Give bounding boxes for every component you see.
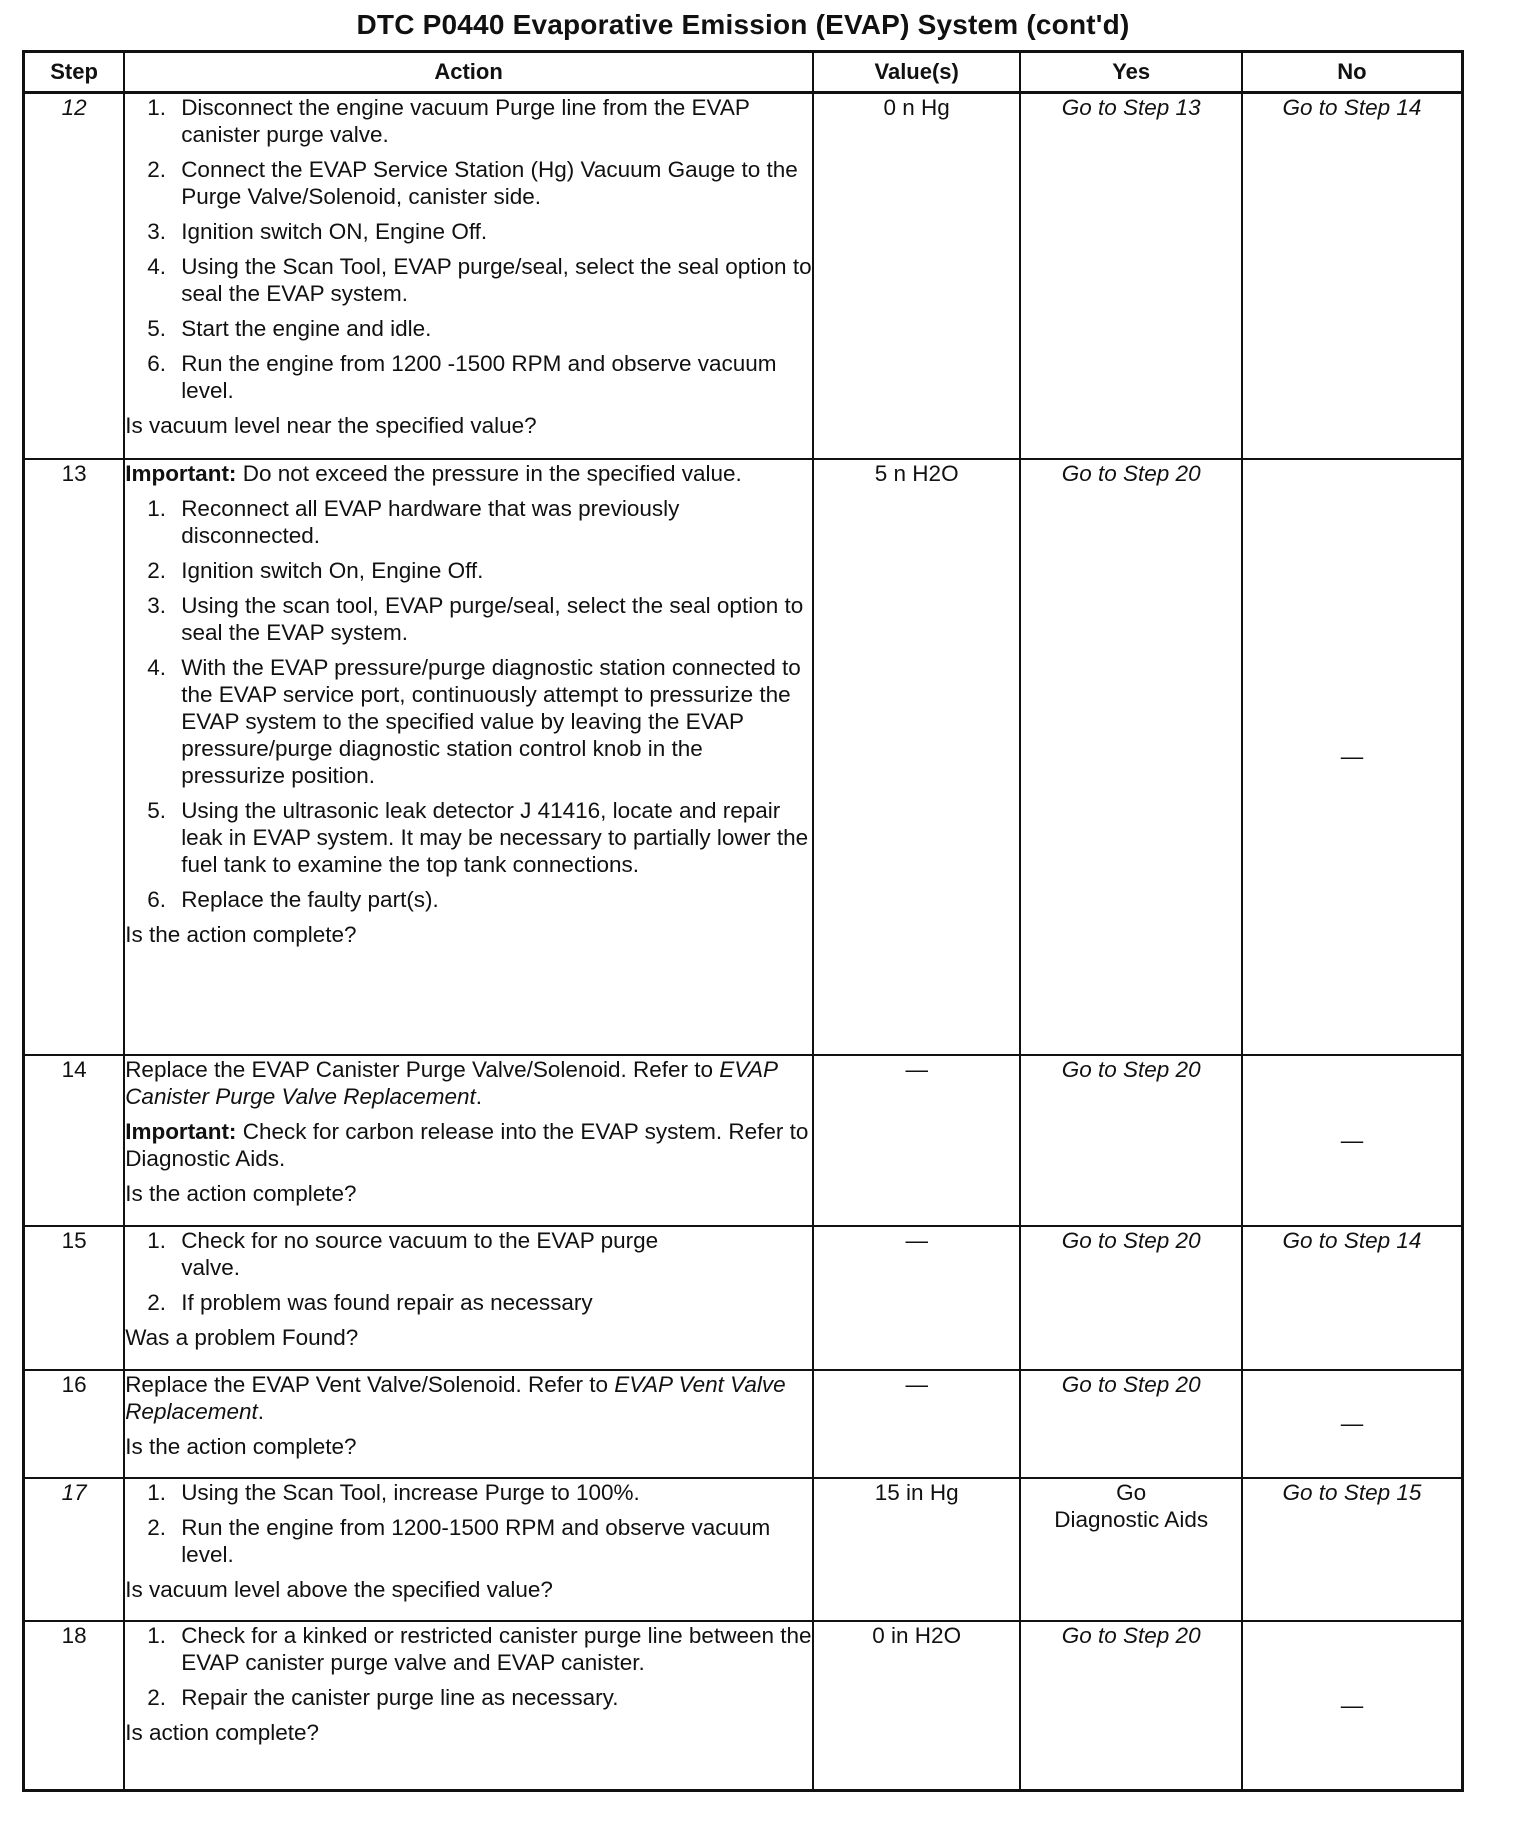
yes-text-line: Diagnostic Aids	[1054, 1506, 1209, 1532]
important-note	[125, 460, 812, 487]
action-question: Is the action complete?	[125, 921, 357, 947]
action-steps	[125, 1479, 812, 1568]
yes-text: Go to Step 20	[1061, 1371, 1201, 1397]
document-page	[22, 0, 1464, 1792]
action-step-text: Run the engine from 1200 -1500 RPM and observe vacuum level.	[181, 351, 777, 403]
yes-cell	[1020, 1055, 1242, 1226]
action-step: 1. Using the Scan Tool, increase Purge to 100%.	[147, 1479, 640, 1505]
action-cell	[124, 1055, 813, 1226]
value-cell: 5 n H2O	[813, 459, 1020, 1055]
step-number: 18	[24, 1621, 125, 1791]
no-cell: —	[1242, 1055, 1463, 1226]
action-step: 5. Start the engine and idle.	[147, 316, 432, 341]
reference-title: EVAP Canister Purge Valve Replacement	[125, 1056, 778, 1109]
action-step-text: Check for a kinked or restricted canister purge line between the EVAP canister purge valve and EVAP canister.	[181, 1622, 812, 1675]
yes-text: Go to Step 20	[1061, 1227, 1201, 1253]
table-row	[24, 1478, 1463, 1621]
action-cell	[124, 1621, 813, 1791]
action-question: Is vacuum level above the specified value?	[125, 1576, 553, 1602]
action-step: 3. Using the scan tool, EVAP purge/seal, select the seal option to seal the EVAP system.	[147, 592, 804, 645]
action-text-part: Replace the EVAP Canister Purge Valve/Solenoid. Refer to	[125, 1056, 720, 1082]
action-cell	[124, 1226, 813, 1370]
value-cell: —	[813, 1055, 1020, 1226]
action-step: 2. If problem was found repair as necessary	[147, 1289, 593, 1315]
important-note	[125, 1118, 812, 1172]
yes-cell	[1020, 1370, 1242, 1478]
header-values: Value(s)	[813, 52, 1020, 93]
no-text: Go to Step 14	[1282, 1227, 1422, 1253]
step-number: 16	[24, 1370, 125, 1478]
value-cell: —	[813, 1370, 1020, 1478]
action-step: 2. Ignition switch On, Engine Off.	[147, 557, 484, 583]
action-step: 3. Ignition switch ON, Engine Off.	[147, 219, 488, 244]
yes-text: Go to Step 20	[1061, 1056, 1201, 1082]
yes-cell	[1020, 93, 1242, 459]
yes-text: Go to Step 20	[1061, 460, 1201, 486]
table-row	[24, 1621, 1463, 1791]
table-row	[24, 459, 1463, 1055]
action-step-text: Start the engine and idle.	[181, 316, 432, 341]
yes-text	[1021, 1479, 1241, 1537]
no-cell: —	[1242, 1370, 1463, 1478]
action-text-part: Replace the EVAP Vent Valve/Solenoid. Refer to	[125, 1371, 615, 1397]
action-step-text: Using the Scan Tool, increase Purge to 100%.	[181, 1479, 640, 1505]
action-steps	[125, 1227, 812, 1316]
yes-cell	[1020, 1621, 1242, 1791]
action-step: 1. Disconnect the engine vacuum Purge line from the EVAP canister purge valve.	[147, 95, 750, 147]
no-cell: —	[1242, 1621, 1463, 1791]
step-number: 15	[24, 1226, 125, 1370]
value-cell: 0 in H2O	[813, 1621, 1020, 1791]
action-question: Is the action complete?	[125, 1180, 357, 1206]
action-step-text: Ignition switch ON, Engine Off.	[181, 219, 488, 244]
no-cell	[1242, 1226, 1463, 1370]
action-step-text: Disconnect the engine vacuum Purge line from the EVAP canister purge valve.	[181, 95, 750, 147]
no-text: Go to Step 14	[1282, 95, 1422, 120]
document-title: DTC P0440 Evaporative Emission (EVAP) System (cont'd)	[356, 9, 1130, 40]
header-step: Step	[24, 52, 125, 93]
action-step-text: If problem was found repair as necessary	[181, 1289, 593, 1315]
action-cell	[124, 459, 813, 1055]
yes-text: Go to Step 20	[1061, 1622, 1201, 1648]
action-step: 2. Repair the canister purge line as necessary.	[147, 1684, 619, 1710]
yes-cell	[1020, 1226, 1242, 1370]
action-step: 6. Replace the faulty part(s).	[147, 886, 439, 912]
action-step-text: With the EVAP pressure/purge diagnostic station connected to the EVAP service port, continuously attempt to pressurize the EVAP system to the specified value by leaving the EVAP pressure/purge diagnostic station control knob in the pressurize position.	[181, 654, 801, 788]
action-question: Is action complete?	[125, 1719, 320, 1745]
table-row	[24, 1370, 1463, 1478]
action-step: 4. Using the Scan Tool, EVAP purge/seal, select the seal option to seal the EVAP system.	[147, 254, 812, 306]
action-step: 2. Connect the EVAP Service Station (Hg) Vacuum Gauge to the Purge Valve/Solenoid, canister side.	[147, 157, 798, 209]
action-step-text: Reconnect all EVAP hardware that was previously disconnected.	[181, 495, 680, 548]
action-step: 2. Run the engine from 1200-1500 RPM and observe vacuum level.	[147, 1514, 771, 1567]
action-step: 1. Reconnect all EVAP hardware that was previously disconnected.	[147, 495, 680, 548]
step-number: 12	[24, 93, 125, 459]
action-step-text: Replace the faulty part(s).	[181, 886, 439, 912]
step-number: 17	[24, 1478, 125, 1621]
no-cell: —	[1242, 459, 1463, 1055]
table-row	[24, 1226, 1463, 1370]
action-text-end: .	[475, 1083, 483, 1109]
action-text	[125, 1056, 812, 1110]
table-header-row	[24, 52, 1463, 93]
action-steps	[125, 1622, 812, 1711]
action-steps	[125, 495, 812, 913]
header-yes: Yes	[1020, 52, 1242, 93]
action-step: 1. Check for a kinked or restricted canister purge line between the EVAP canister purge valve and EVAP canister.	[147, 1622, 812, 1675]
diagnostic-table	[22, 50, 1464, 1792]
no-text: Go to Step 15	[1282, 1479, 1422, 1505]
value-cell: —	[813, 1226, 1020, 1370]
action-step-text: Using the Scan Tool, EVAP purge/seal, select the seal option to seal the EVAP system.	[181, 254, 812, 306]
action-step-text: Ignition switch On, Engine Off.	[181, 557, 484, 583]
action-cell	[124, 1370, 813, 1478]
action-question: Was a problem Found?	[125, 1324, 359, 1350]
header-no: No	[1242, 52, 1463, 93]
important-text: Do not exceed the pressure in the specified value.	[236, 460, 742, 486]
reference-title: EVAP Vent Valve Replacement	[125, 1371, 786, 1424]
step-number: 13	[24, 459, 125, 1055]
header-action: Action	[124, 52, 813, 93]
action-step-text: Using the scan tool, EVAP purge/seal, select the seal option to seal the EVAP system.	[181, 592, 804, 645]
action-steps	[125, 94, 812, 404]
action-cell	[124, 93, 813, 459]
yes-text-line: Go	[1116, 1479, 1147, 1505]
action-step: 6. Run the engine from 1200 -1500 RPM and observe vacuum level.	[147, 351, 777, 403]
important-label: Important:	[125, 460, 237, 486]
action-text	[125, 1371, 812, 1425]
action-step-text: Connect the EVAP Service Station (Hg) Vacuum Gauge to the Purge Valve/Solenoid, canister side.	[181, 157, 798, 209]
yes-cell	[1020, 459, 1242, 1055]
action-step-text: Using the ultrasonic leak detector J 41416, locate and repair leak in EVAP system. It may be necessary to partially lower the fuel tank to examine the top tank connections.	[181, 797, 809, 877]
value-cell: 0 n Hg	[813, 93, 1020, 459]
action-step: 5. Using the ultrasonic leak detector J 41416, locate and repair leak in EVAP system. It may be necessary to partially lower the fuel tank to examine the top tank connections.	[147, 797, 809, 877]
action-step-text: Repair the canister purge line as necessary.	[181, 1684, 619, 1710]
important-text: Check for carbon release into the EVAP system. Refer to Diagnostic Aids.	[125, 1118, 809, 1171]
table-row	[24, 1055, 1463, 1226]
action-step: 1. Check for no source vacuum to the EVAP purge valve.	[147, 1227, 659, 1280]
action-text-end: .	[257, 1398, 265, 1424]
action-step-text: Check for no source vacuum to the EVAP purge valve.	[181, 1227, 659, 1280]
action-question: Is the action complete?	[125, 1433, 357, 1459]
yes-text: Go to Step 13	[1061, 95, 1201, 120]
yes-cell	[1020, 1478, 1242, 1621]
action-cell	[124, 1478, 813, 1621]
important-label: Important:	[125, 1118, 237, 1144]
no-cell	[1242, 1478, 1463, 1621]
no-cell	[1242, 93, 1463, 459]
action-question: Is vacuum level near the specified value?	[125, 413, 537, 438]
value-cell: 15 in Hg	[813, 1478, 1020, 1621]
table-row	[24, 93, 1463, 459]
action-step: 4. With the EVAP pressure/purge diagnostic station connected to the EVAP service port, continuously attempt to pressurize the EVAP system to the specified value by leaving the EVAP pressure/purge diagnostic station control knob in the pressurize position.	[147, 654, 801, 788]
step-number: 14	[24, 1055, 125, 1226]
action-step-text: Run the engine from 1200-1500 RPM and observe vacuum level.	[181, 1514, 771, 1567]
